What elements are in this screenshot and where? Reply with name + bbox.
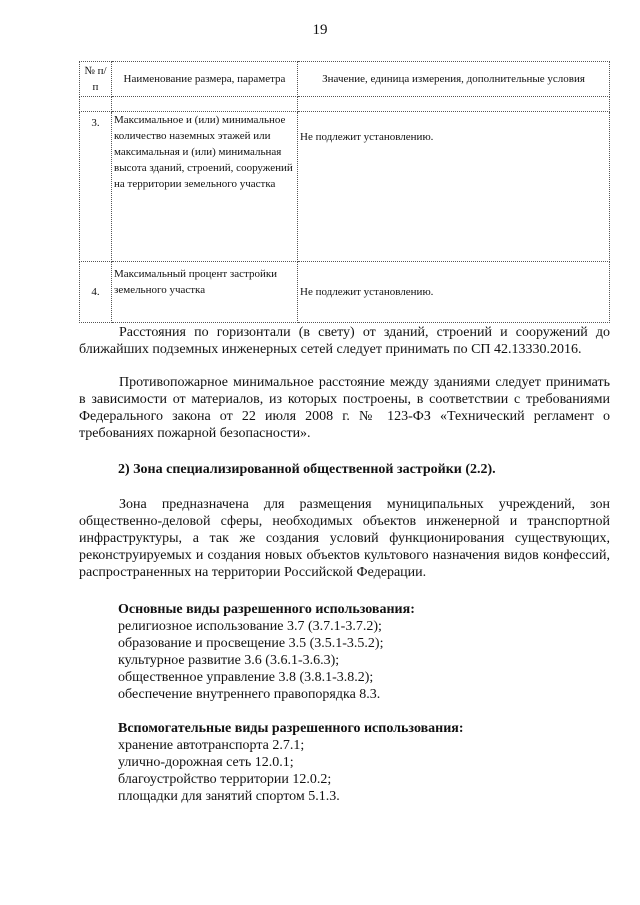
row-num: 4.: [80, 262, 112, 323]
table-row: [80, 112, 610, 262]
row-num: 3.: [80, 112, 112, 262]
list-item: образование и просвещение 3.5 (3.5.1-3.5.2);: [118, 636, 384, 651]
header-num: № п/п: [80, 62, 112, 97]
row-name: Максимальный процент застройки земельного участка: [112, 262, 298, 323]
list-item: улично-дорожная сеть 12.0.1;: [118, 755, 294, 770]
table-header-row: [80, 62, 610, 97]
zone-heading: 2) Зона специализированной общественной застройки (2.2).: [118, 462, 496, 477]
list-item: благоустройство территории 12.0.2;: [118, 772, 332, 787]
table-spacer-row: [80, 97, 610, 112]
parameters-table: [79, 61, 610, 323]
main-uses-list: [118, 601, 598, 703]
distance-paragraph: Расстояния по горизонтали (в свету) от зданий, строений и сооружений до ближайших подземных инженерных сетей следует принимать по СП 42.13330.2016.: [79, 325, 610, 357]
zone-description: Зона предназначена для размещения муниципальных учреждений, зон общественно-деловой сферы, необходимых объектов инженерной и транспортной инфраструктуры, а так же создания условий функционирования существующих, реконструируемых и создания новых объектов культового назначения видов конфессий, распространенных на территории Российской Федерации.: [79, 497, 610, 580]
list-item: религиозное использование 3.7 (3.7.1-3.7.2);: [118, 619, 382, 634]
spacer-cell: [112, 97, 298, 112]
page-number: 19: [312, 22, 328, 38]
list-item: хранение автотранспорта 2.7.1;: [118, 738, 305, 753]
row-name: Максимальное и (или) минимальное количество наземных этажей или максимальная и (или) минимальная высота зданий, строений, сооружений на территории земельного участка: [112, 112, 298, 262]
spacer-cell: [298, 97, 610, 112]
table-row: [80, 262, 610, 323]
list-item: общественное управление 3.8 (3.8.1-3.8.2);: [118, 670, 374, 685]
spacer-cell: [80, 97, 112, 112]
list-item: площадки для занятий спортом 5.1.3.: [118, 789, 340, 804]
fire-distance-paragraph: Противопожарное минимальное расстояние между зданиями следует принимать в зависимости от материалов, из которых построены, в соответствии с требованиями Федерального закона от 22 июля 2008 г. № 123-ФЗ «Технический регламент о требованиях пожарной безопасности».: [79, 375, 610, 441]
list-item: обеспечение внутреннего правопорядка 8.3.: [118, 687, 381, 702]
main-uses-title: Основные виды разрешенного использования:: [118, 602, 415, 617]
row-value: Не подлежит установлению.: [298, 262, 610, 323]
header-name: Наименование размера, параметра: [112, 62, 298, 97]
auxiliary-uses-title: Вспомогательные виды разрешенного использования:: [118, 721, 464, 736]
auxiliary-uses-list: [118, 720, 598, 805]
list-item: культурное развитие 3.6 (3.6.1-3.6.3);: [118, 653, 340, 668]
row-value: Не подлежит установлению.: [298, 112, 610, 262]
header-value: Значение, единица измерения, дополнительные условия: [298, 62, 610, 97]
